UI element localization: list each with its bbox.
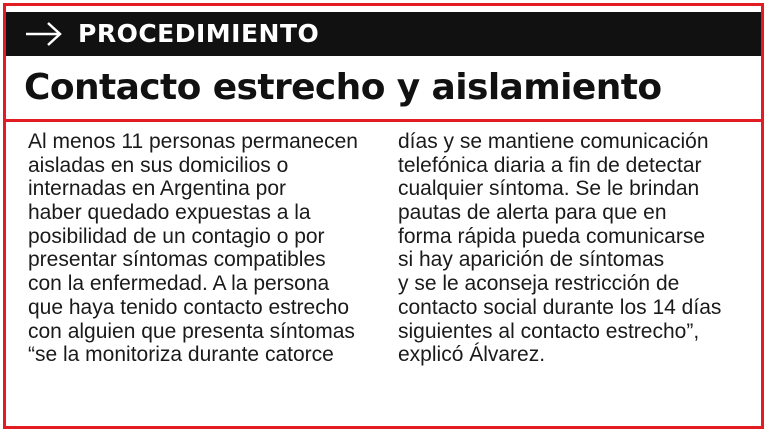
body-line: cualquier síntoma. Se le brindan — [398, 177, 700, 201]
body-line: días y se mantiene comunicación — [398, 130, 709, 153]
headline-divider — [6, 119, 761, 122]
body-line: “se la monitoriza durante catorce — [28, 343, 334, 367]
body-column-left — [28, 130, 380, 367]
body-line: internadas en Argentina por — [28, 177, 287, 201]
body-line: si hay aparición de síntomas — [398, 248, 665, 272]
body-column-right — [398, 130, 750, 367]
body-line: aisladas en sus domicilios o — [28, 153, 289, 177]
body-line: forma rápida pueda comunicarse — [398, 224, 706, 248]
body-line: siguientes al contacto estrecho”, — [398, 319, 700, 343]
body-line: Al menos 11 personas permanecen — [28, 130, 358, 153]
arrow-right-icon — [24, 20, 64, 48]
body-line: y se le aconseja restricción de — [398, 272, 680, 296]
section-kicker-bar — [6, 12, 761, 56]
section-kicker-label: PROCEDIMIENTO — [78, 19, 320, 48]
body-line: presentar síntomas compatibles — [28, 248, 326, 272]
body-line: con alguien que presenta síntomas — [28, 319, 355, 343]
body-line: posibilidad de un contagio o por — [28, 224, 325, 248]
body-line: telefónica diaria a fin de detectar — [398, 153, 702, 177]
body-line: explicó Álvarez. — [398, 343, 546, 367]
headline: Contacto estrecho y aislamiento — [24, 67, 662, 108]
body-line: contacto social durante los 14 días — [398, 295, 722, 319]
body-line: pautas de alerta para que en — [398, 201, 667, 225]
body-line: haber quedado expuestas a la — [28, 201, 311, 225]
body-line: que haya tenido contacto estrecho — [28, 295, 350, 319]
body-line: con la enfermedad. A la persona — [28, 272, 330, 296]
